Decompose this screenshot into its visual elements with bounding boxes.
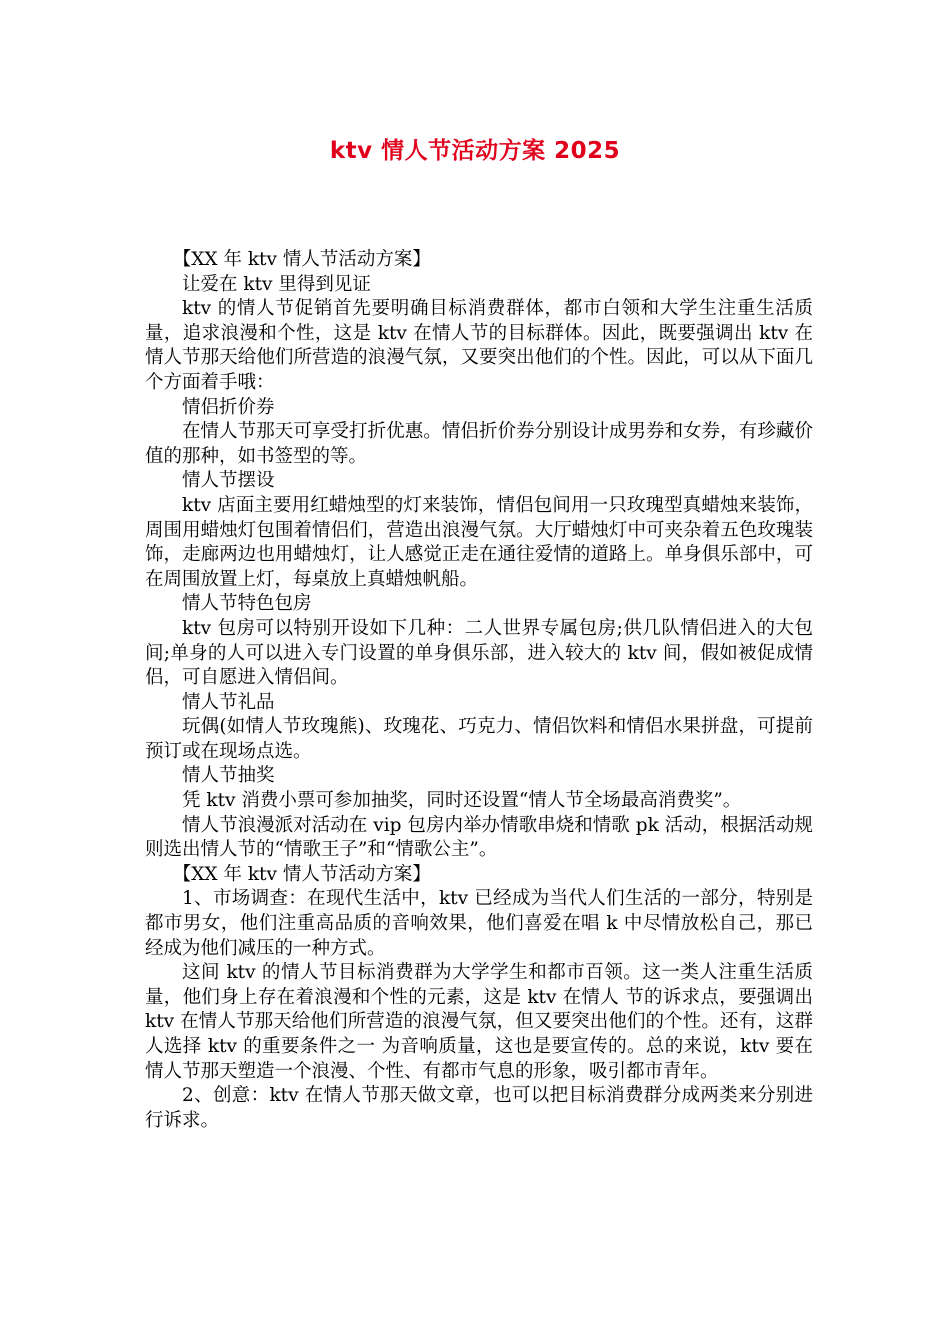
paragraph: 2、创意：ktv 在情人节那天做文章，也可以把目标消费群分成两类来分别进行诉求。: [145, 1085, 813, 1131]
section-heading: 【XX 年 ktv 情人节活动方案】: [172, 249, 431, 270]
item-heading: 情人节特色包房: [182, 593, 312, 615]
paragraph: 凭 ktv 消费小票可参加抽奖，同时还设置“情人节全场最高消费奖”。: [182, 790, 742, 812]
subtitle: 让爱在 ktv 里得到见证: [182, 273, 371, 295]
paragraph: 1、市场调查：在现代生活中，ktv 已经成为当代人们生活的一部分，特别是都市男女，他们注重高品质的音响效果，他们喜爱在唱 k 中尽情放松自己，那已经成为他们减压的一种方式。: [145, 888, 813, 959]
item-heading: 情侣折价券: [182, 396, 275, 418]
item-heading: 情人节抽奖: [182, 765, 275, 787]
paragraph: 这间 ktv 的情人节目标消费群为大学学生和都市百领。这一类人注重生活质量，他们身上存在着浪漫和个性的元素，这是 ktv 在情人 节的诉求点，要强调出 ktv 在情人节那天给他们所营造的浪漫气氛，但又要突出他们的个性。还有，这群人选择 ktv 的重要条件之一 为音响质量，这也是要宣传的。总的来说，ktv 要在情人节那天塑造一个浪漫、个性、有都市气息的形象，吸引都市青年。: [145, 962, 813, 1082]
paragraph: 玩偶(如情人节玫瑰熊)、玫瑰花、巧克力、情侣饮料和情侣水果拼盘，可提前预订或在现场点选。: [145, 716, 813, 762]
document-title: ktv 情人节活动方案 2025: [329, 138, 621, 164]
paragraph: ktv 包房可以特别开设如下几种：二人世界专属包房;供几队情侣进入的大包间;单身的人可以进入专门设置的单身俱乐部，进入较大的 ktv 间，假如被促成情侣，可自愿进入情侣间。: [145, 617, 813, 689]
document-body: [145, 248, 813, 1133]
paragraph: ktv 的情人节促销首先要明确目标消费群体，都市白领和大学生注重生活质量，追求浪漫和个性，这是 ktv 在情人节的目标群体。因此，既要强调出 ktv 在情人节那天给他们所营造的浪漫气氛，又要突出他们的个性。因此，可以从下面几个方面着手哦：: [145, 298, 813, 393]
paragraph: 情人节浪漫派对活动在 vip 包房内举办情歌串烧和情歌 pk 活动，根据活动规则选出情人节的“情歌王子”和“情歌公主”。: [145, 814, 813, 861]
section-heading: 【XX 年 ktv 情人节活动方案】: [172, 863, 431, 885]
item-heading: 情人节摆设: [182, 470, 275, 492]
paragraph: 在情人节那天可享受打折优惠。情侣折价券分别设计成男券和女券，有珍藏价值的那种，如书签型的等。: [145, 421, 813, 467]
item-heading: 情人节礼品: [182, 691, 275, 713]
paragraph: ktv 店面主要用红蜡烛型的灯来装饰，情侣包间用一只玫瑰型真蜡烛来装饰，周围用蜡烛灯包围着情侣们，营造出浪漫气氛。大厅蜡烛灯中可夹杂着五色玫瑰装饰，走廊两边也用蜡烛灯，让人感觉正走在通往爱情的道路上。单身俱乐部中，可在周围放置上灯，每桌放上真蜡烛帆船。: [145, 494, 813, 590]
